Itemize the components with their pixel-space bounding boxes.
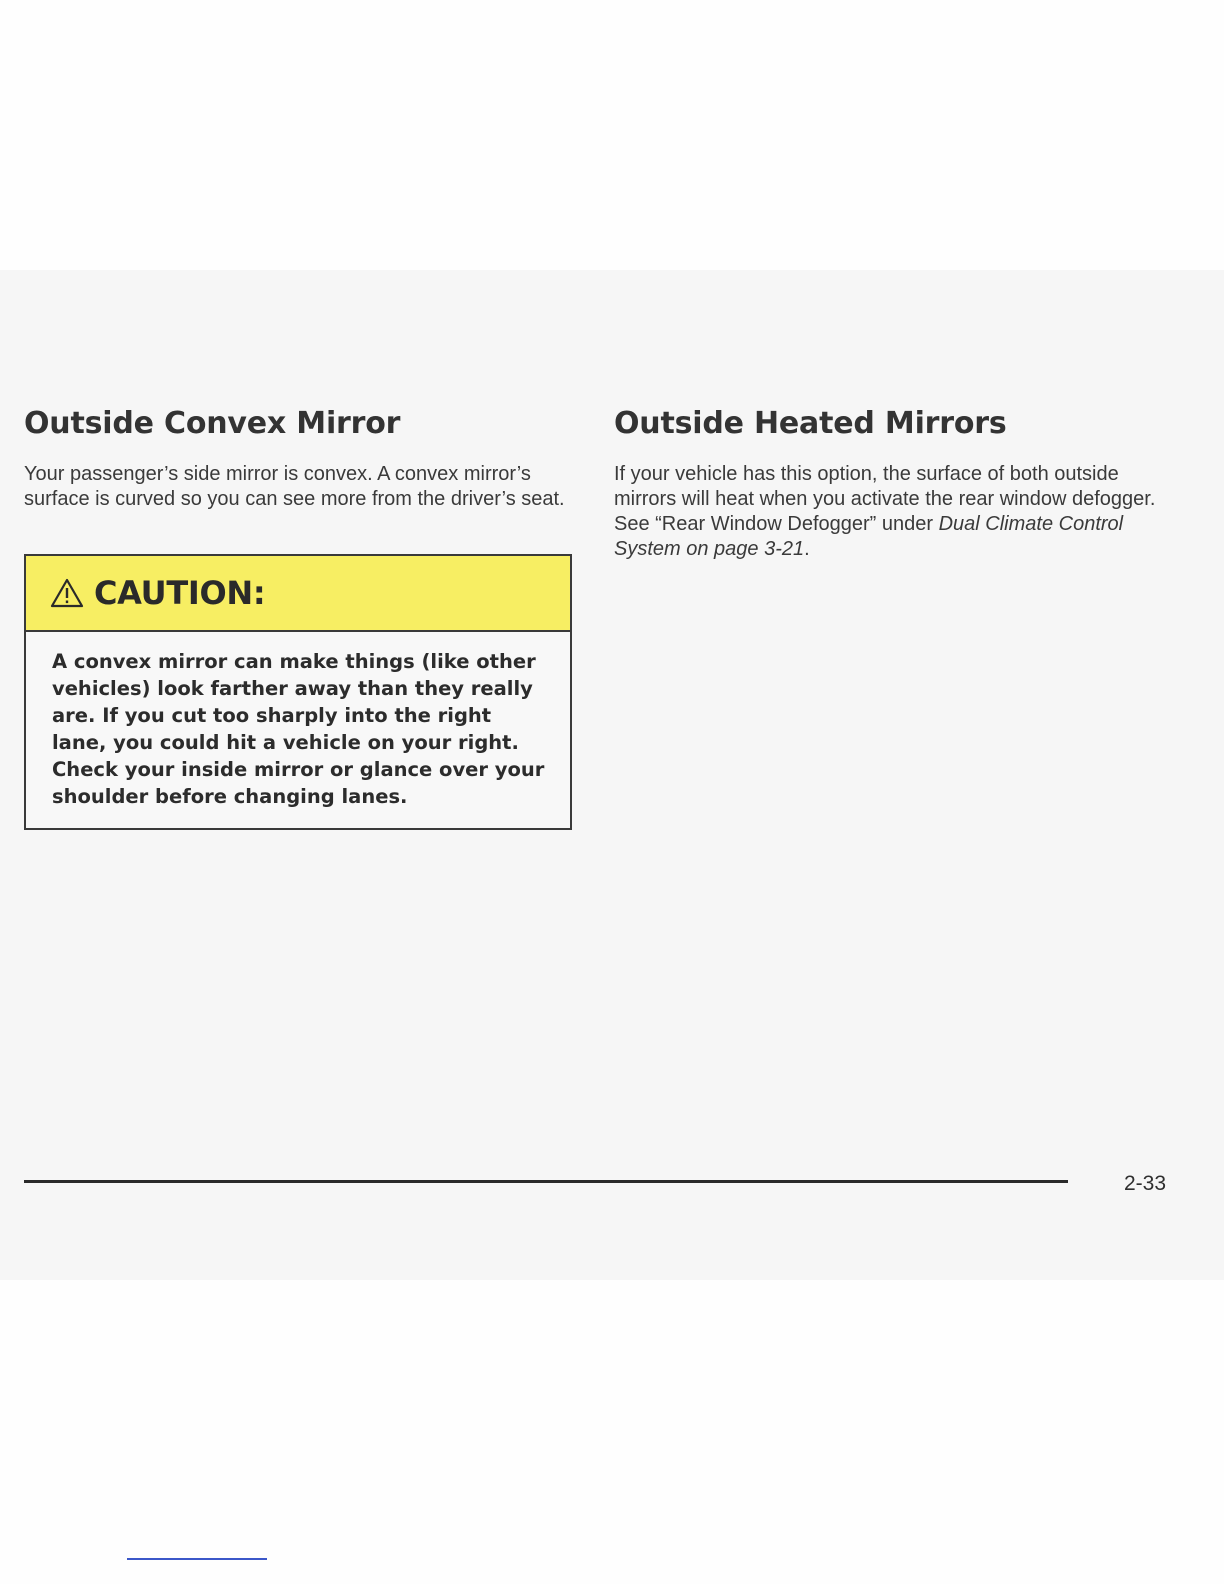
heated-mirrors-text: If your vehicle has this option, the surface of both outside mirrors will heat when you activate the rear window defogger. See “Rear Window Defogger” under xyxy=(614,463,1156,535)
link-underline xyxy=(127,1558,267,1560)
warning-triangle-icon xyxy=(50,578,84,608)
footer-rule xyxy=(24,1180,1068,1183)
caution-text: A convex mirror can make things (like other vehicles) look farther away than they really are. If you cut too sharply into the right lane, you could hit a vehicle on your right. Check your inside mirror or glance over your shoulder before changing lanes. xyxy=(52,650,545,808)
left-column xyxy=(24,404,572,512)
caution-header xyxy=(26,556,570,632)
paragraph-period: . xyxy=(804,538,810,560)
convex-mirror-paragraph: Your passenger’s side mirror is convex. A convex mirror’s surface is curved so you can see more from the driver’s seat. xyxy=(24,463,565,510)
section-heading-heated-mirrors: Outside Heated Mirrors xyxy=(614,406,1007,441)
heated-mirrors-paragraph xyxy=(614,462,1174,562)
right-column xyxy=(614,404,1174,562)
climate-control-reference: Dual Climate Control System on page 3-21 xyxy=(614,513,1124,560)
section-heading-convex-mirror: Outside Convex Mirror xyxy=(24,406,401,441)
caution-box xyxy=(24,554,572,830)
caution-title: CAUTION: xyxy=(94,574,266,612)
page-number: 2-33 xyxy=(1124,1172,1167,1195)
